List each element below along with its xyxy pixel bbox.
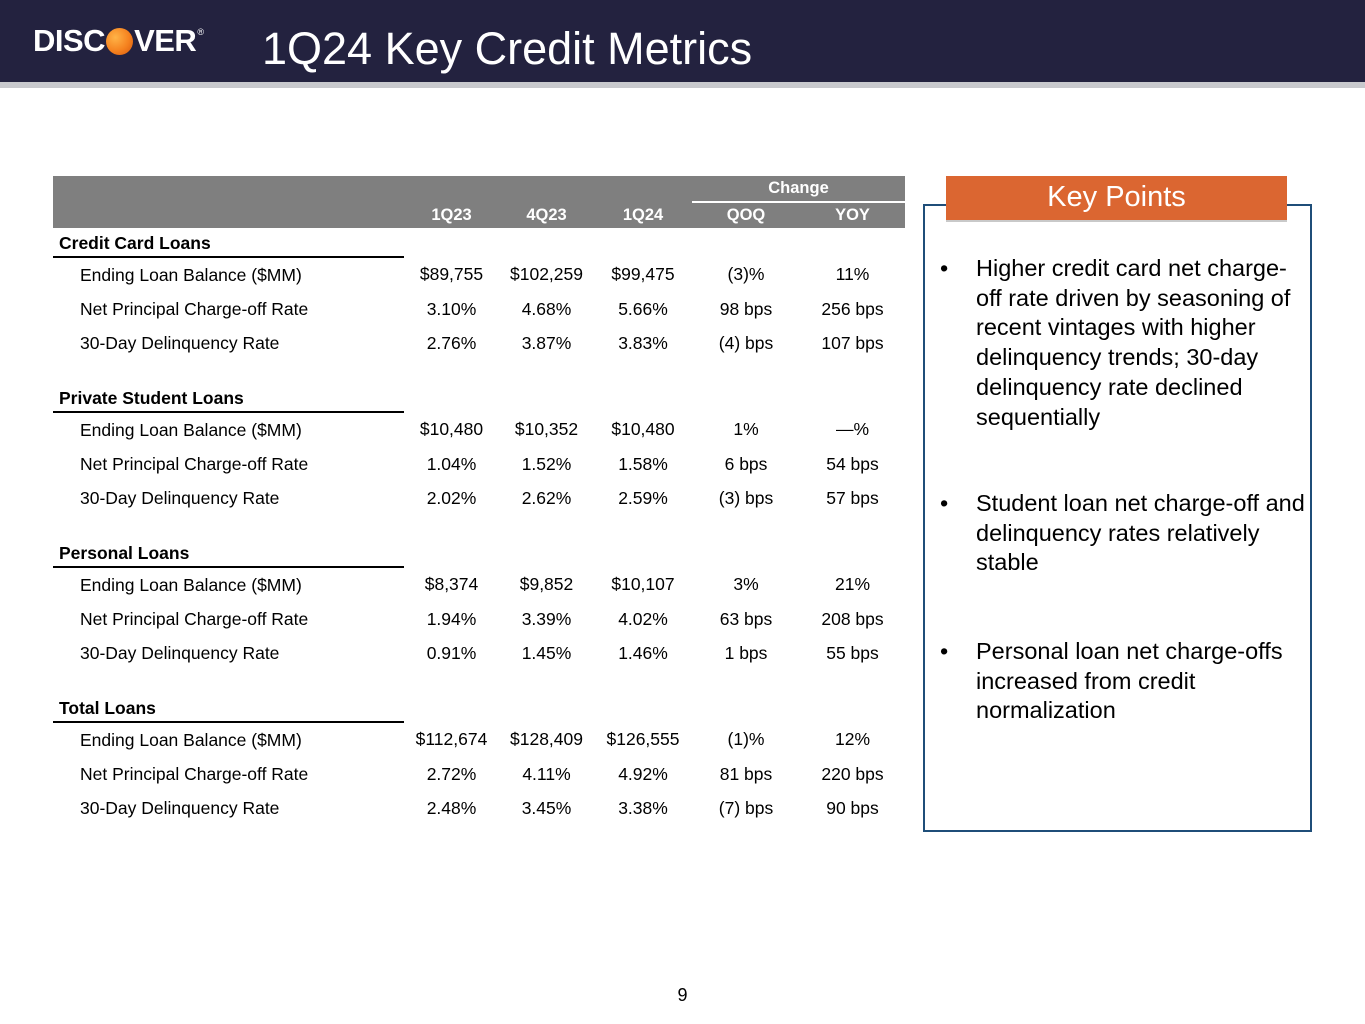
key-points-title: Key Points [946,176,1287,222]
row-label: Ending Loan Balance ($MM) [80,264,302,285]
table-cell: 4.02% [618,608,668,629]
table-cell: $128,409 [510,729,583,749]
table-row [53,412,905,447]
table-row [53,326,905,360]
table-cell: 220 bps [821,763,884,784]
discover-logo [33,25,203,57]
table-cell: $89,755 [419,264,484,284]
row-label: Net Principal Charge-off Rate [80,763,309,784]
key-point-text: Personal loan net charge-offs increased from credit normalization [976,638,1283,724]
table-cell: $8,374 [424,574,479,594]
table-cell: 54 bps [826,453,879,474]
table-header-row-top [53,176,905,202]
section-header-row [53,228,905,257]
column-header: 4Q23 [499,202,594,228]
row-label: 30-Day Delinquency Rate [80,332,280,353]
table-cell: 11% [835,264,870,284]
list-item [940,637,1305,726]
table-row [53,447,905,481]
table-row [53,636,905,670]
table-cell: 3.87% [521,332,572,353]
table-cell: 107 bps [821,332,884,353]
table-cell: $126,555 [606,729,680,749]
table-cell: $10,480 [611,419,675,439]
table-cell: 2.72% [426,763,477,784]
row-label: Net Principal Charge-off Rate [80,453,309,474]
table-cell: 3.10% [426,298,477,319]
row-label: Net Principal Charge-off Rate [80,608,309,629]
table-cell: 1.94% [426,608,477,629]
key-point-text: Student loan net charge-off and delinquency rates relatively stable [976,490,1305,576]
table-cell: (1)% [727,729,765,749]
table-cell: $10,480 [419,419,484,439]
table-cell: 4.92% [618,763,668,784]
row-label: Ending Loan Balance ($MM) [80,574,302,595]
table-cell: 4.11% [522,763,571,784]
section-label: Credit Card Loans [53,228,404,257]
page-title: 1Q24 Key Credit Metrics [262,23,753,74]
table-cell: (7) bps [718,797,774,818]
column-header: YOY [800,202,905,228]
table-cell: 1.04% [426,453,477,474]
table-cell: 81 bps [719,763,773,784]
table-cell: (3)% [727,264,765,284]
logo-registered-mark: ® [197,27,204,37]
table-cell: 1.45% [521,642,572,663]
table-cell: 3.39% [521,608,572,629]
table-cell: $9,852 [519,574,574,594]
header-blank [53,176,404,202]
list-item [940,489,1305,578]
table-row [53,292,905,326]
table-cell: 2.76% [426,332,477,353]
table-cell: (3) bps [718,487,774,508]
row-label: Net Principal Charge-off Rate [80,298,309,319]
table-cell: 21% [834,574,871,594]
table-cell: 2.02% [426,487,477,508]
table-cell: $10,107 [611,574,675,594]
table-cell: 6 bps [724,453,768,474]
table-cell: 0.91% [426,642,477,663]
bullet-icon: • [940,255,949,281]
section-label: Personal Loans [53,538,404,567]
page-number: 9 [677,985,688,1005]
bullet-icon: • [940,490,949,516]
table-cell: $102,259 [510,264,583,284]
section-label: Total Loans [53,693,404,722]
table-cell: 98 bps [719,298,773,319]
header-divider [0,82,1365,88]
table-cell: $10,352 [514,419,579,439]
list-item [940,254,1305,432]
table-row [53,567,905,602]
row-label: Ending Loan Balance ($MM) [80,419,302,440]
table-row [53,257,905,292]
table-cell: —% [835,419,870,439]
section-header-row [53,383,905,412]
table-cell: $112,674 [415,729,488,749]
change-header: Change [692,176,905,202]
section-header-row [53,693,905,722]
section-header-row [53,538,905,567]
table-row [53,602,905,636]
table-cell: 3.38% [618,797,668,818]
column-header: QOQ [692,202,800,228]
key-point-text: Higher credit card net charge-off rate driven by seasoning of recent vintages with higher delinquency trends; 30-day delinquency rate declined sequentially [976,255,1291,430]
table-row [53,757,905,791]
table-cell: 12% [834,729,871,749]
table-cell: 3% [733,574,759,594]
table-header-row [53,202,905,228]
table-row [53,481,905,515]
table-row [53,722,905,757]
table-cell: 1% [733,419,759,439]
table-cell: 57 bps [826,487,879,508]
table-cell: 5.66% [618,298,668,319]
row-label: 30-Day Delinquency Rate [80,642,280,663]
table-cell: $99,475 [611,264,675,284]
table-cell: 2.62% [521,487,572,508]
logo-text-left: DISC [33,23,106,58]
table-cell: 1.58% [618,453,668,474]
table-cell: 55 bps [826,642,879,663]
table-cell: 2.59% [618,487,668,508]
table-cell: 90 bps [826,797,879,818]
table-cell: 2.48% [426,797,477,818]
table-cell: 1.46% [618,642,668,663]
bullet-icon: • [940,638,949,664]
table-cell: 4.68% [521,298,572,319]
table-cell: (4) bps [718,332,774,353]
table-cell: 3.45% [521,797,572,818]
section-label: Private Student Loans [53,383,404,412]
table-cell: 1.52% [521,453,572,474]
credit-metrics-table [53,176,905,825]
table-row [53,791,905,825]
row-label: 30-Day Delinquency Rate [80,797,280,818]
logo-text-right: VER [134,23,197,58]
table-cell: 63 bps [719,608,773,629]
column-header: 1Q23 [404,202,499,228]
row-label: 30-Day Delinquency Rate [80,487,280,508]
column-header: 1Q24 [594,202,692,228]
logo-orange-dot-icon [106,28,133,55]
table-cell: 1 bps [724,642,768,663]
table-cell: 3.83% [618,332,668,353]
table-cell: 208 bps [821,608,884,629]
table-cell: 256 bps [821,298,884,319]
row-label: Ending Loan Balance ($MM) [80,729,302,750]
